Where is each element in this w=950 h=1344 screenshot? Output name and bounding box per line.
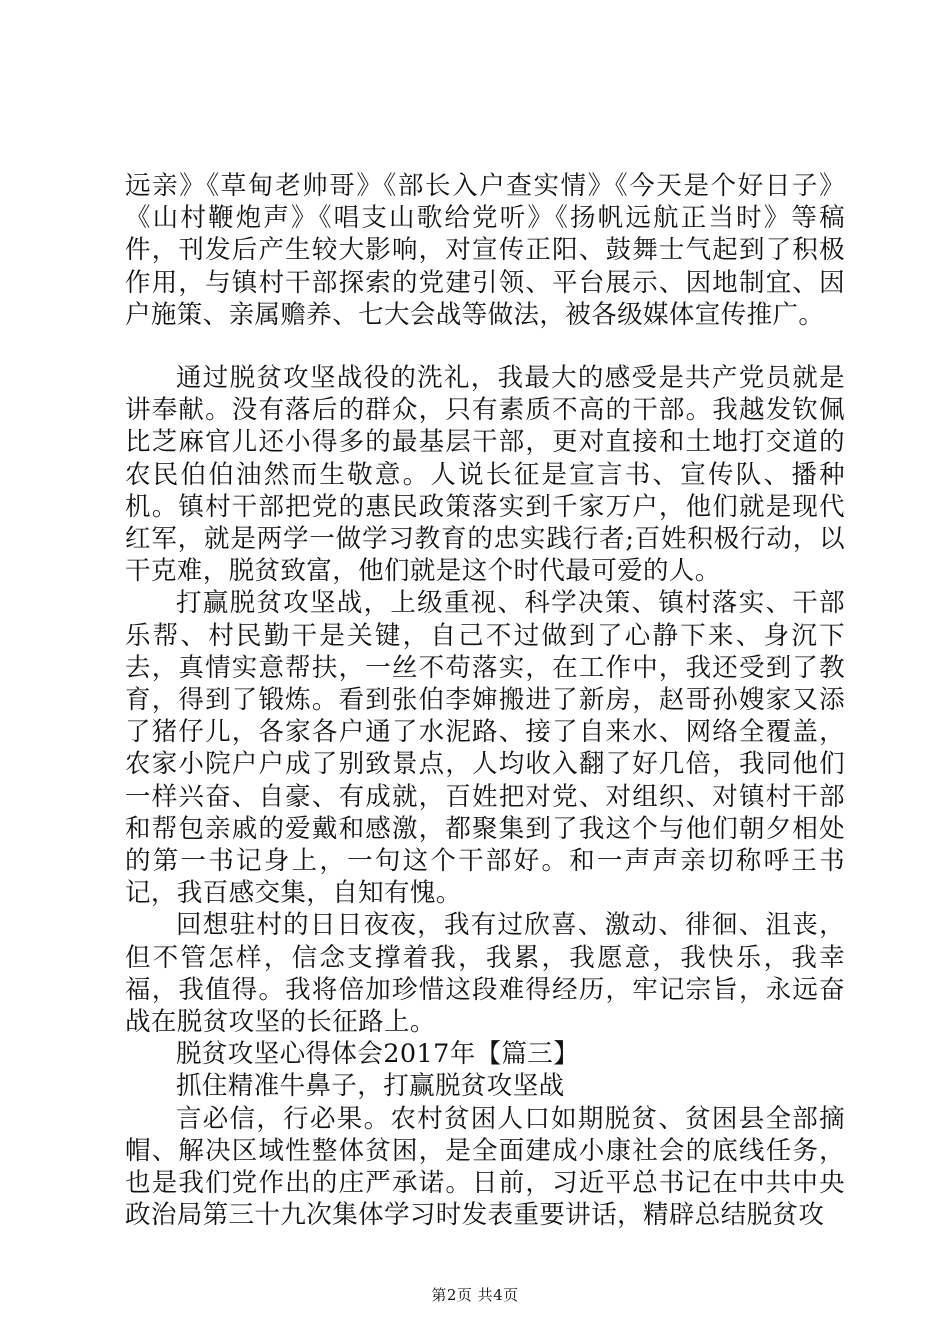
- document-body: [125, 170, 845, 1232]
- section-subtitle: 抓住精准牛鼻子，打赢脱贫攻坚战: [176, 1071, 565, 1102]
- paragraph-recollection: 回想驻村的日日夜夜，我有过欣喜、激动、徘徊、沮丧，但不管怎样，信念支撑着我，我累，我愿意，我快乐，我幸福，我值得。我将倍加珍惜这段难得经历，牢记宗旨，永远奋战在脱贫攻坚的长征路上。: [125, 910, 845, 1038]
- paragraph-reflection: 通过脱贫攻坚战役的洗礼，我最大的感受是共产党员就是讲奉献。没有落后的群众，只有素质不高的干部。我越发钦佩比芝麻官儿还小得多的最基层干部，更对直接和土地打交道的农民伯伯油然而生敬意。人说长征是宣言书、宣传队、播种机。镇村干部把党的惠民政策落实到千家万户，他们就是现代红军，就是两学一做学习教育的忠实践行者;百姓积极行动，以干克难，脱贫致富，他们就是这个时代最可爱的人。: [125, 363, 845, 587]
- paragraph-intro: 言必信，行必果。农村贫困人口如期脱贫、贫困县全部摘帽、解决区域性整体贫困，是全面建成小康社会的底线任务，也是我们党作出的庄严承诺。日前，习近平总书记在中共中央政治局第三十九次集体学习时发表重要讲话，精辟总结脱贫攻: [125, 1103, 845, 1231]
- paragraph-key-factors: 打赢脱贫攻坚战，上级重视、科学决策、镇村落实、干部乐帮、村民勤干是关键，自己不过做到了心静下来、身沉下去，真情实意帮扶，一丝不苟落实，在工作中，我还受到了教育，得到了锻炼。看到张伯李婶搬进了新房，赵哥孙嫂家又添了猪仔儿，各家各户通了水泥路、接了自来水、网络全覆盖，农家小院户户成了别致景点，人均收入翻了好几倍，我同他们一样兴奋、自豪、有成就，百姓把对党、对组织、对镇村干部和帮包亲戚的爱戴和感激，都聚集到了我这个与他们朝夕相处的第一书记身上，一句这个干部好。和一声声亲切称呼王书记，我百感交集，自知有愧。: [125, 588, 845, 909]
- section-heading: 脱贫攻坚心得体会2017年【篇三】: [176, 1039, 580, 1070]
- paragraph-continuation: 远亲》《草甸老帅哥》《部长入户查实情》《今天是个好日子》《山村鞭炮声》《唱支山歌给党听》《扬帆远航正当时》等稿件，刊发后产生较大影响，对宣传正阳、鼓舞士气起到了积极作用，与镇村干部探索的党建引领、平台展示、因地制宜、因户施策、亲属赡养、七大会战等做法，被各级媒体宣传推广。: [125, 171, 845, 330]
- page-number-footer: 第2页 共4页: [431, 1286, 519, 1304]
